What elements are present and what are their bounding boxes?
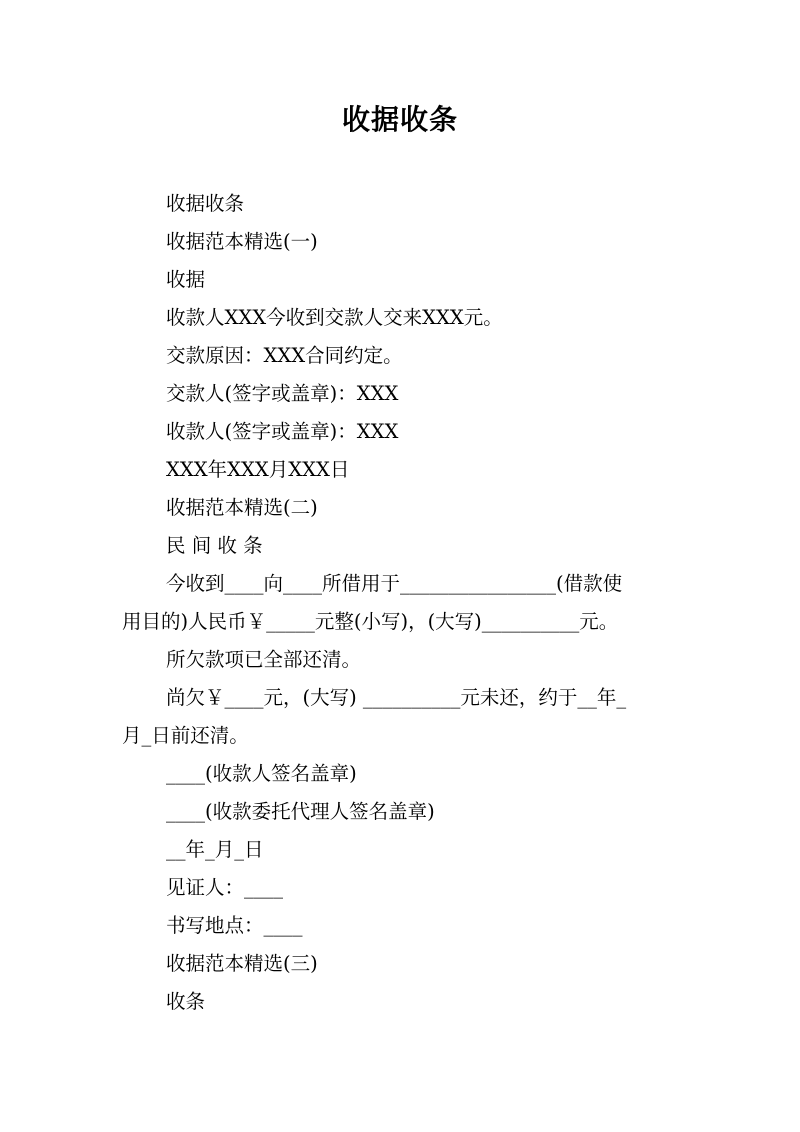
agent-sign-line: ____(收款委托代理人签名盖章) [166,800,435,823]
document-title: 收据收条 [341,103,458,136]
sample-heading-1: 收据范本精选(一) [166,230,318,253]
section-heading: 收据收条 [166,192,245,215]
receipt-body-line: 收款人XXX今收到交款人交来XXX元。 [166,306,503,329]
loan-receipt-line-2: 用目的)人民币￥_____元整(小写)，(大写)__________元。 [122,610,619,633]
date-line: XXX年XXX月XXX日 [166,458,350,481]
date-blank-line: __年_月_日 [166,838,264,861]
repaid-line: 所欠款项已全部还清。 [166,648,362,671]
payment-reason-line: 交款原因：XXX合同约定。 [166,344,403,367]
sample-heading-3: 收据范本精选(三) [166,952,318,975]
folk-receipt-heading: 民 间 收 条 [166,534,263,557]
payee-sign-line: ____(收款人签名盖章) [166,762,357,785]
outstanding-line-1: 尚欠￥____元，(大写) __________元未还，约于__年_ [166,686,627,709]
receipt-note-label: 收条 [166,990,206,1013]
witness-line: 见证人：____ [166,876,284,899]
writing-place-line: 书写地点：____ [166,914,303,937]
receipt-label: 收据 [166,268,206,291]
loan-receipt-line-1: 今收到____向____所借用于________________(借款使 [166,572,623,595]
payee-signature-line: 收款人(签字或盖章)：XXX [166,420,399,443]
sample-heading-2: 收据范本精选(二) [166,496,318,519]
outstanding-line-2: 月_日前还清。 [122,724,249,747]
payer-signature-line: 交款人(签字或盖章)：XXX [166,382,399,405]
